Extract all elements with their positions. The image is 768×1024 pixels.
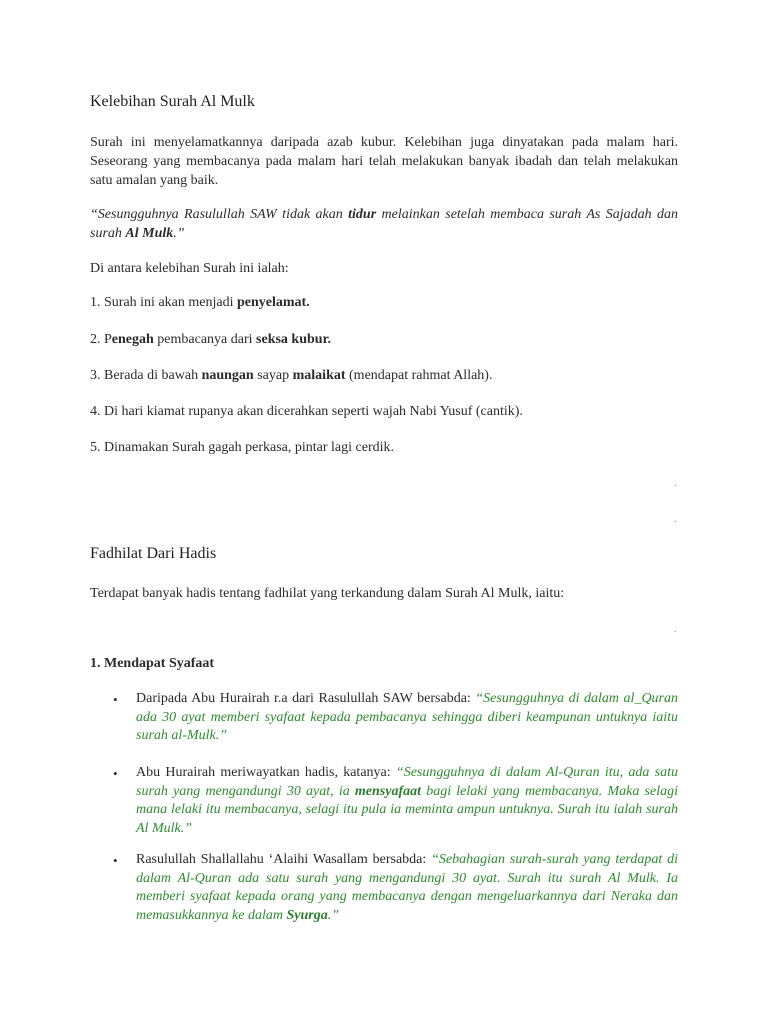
subheading-mendapat-syafaat: 1. Mendapat Syafaat bbox=[90, 656, 215, 671]
bullet-icon: • bbox=[113, 766, 118, 781]
bullet-plain-text: Daripada Abu Hurairah r.a dari Rasulullah SAW bersabda: bbox=[136, 691, 476, 706]
list-item-1 bbox=[90, 293, 310, 312]
list-item-2 bbox=[90, 330, 331, 349]
bullet-text bbox=[136, 851, 678, 925]
intro-paragraph: Surah ini menyelamatkannya daripada azab kubur. Kelebihan juga dinyatakan pada malam hari. Seseorang yang membacanya pada malam hari telah melakukan banyak ibadah dan telah melakukan satu amalan yang baik. bbox=[90, 135, 678, 188]
quote-text: .” bbox=[173, 226, 185, 241]
bullet-plain-text: Rasulullah Shallallahu ‘Alaihi Wasallam bersabda: bbox=[136, 852, 432, 867]
list-item-emphasis: seksa kubur. bbox=[256, 332, 332, 347]
list-item-text: 3. Berada di bawah bbox=[90, 368, 202, 383]
bullet-text bbox=[136, 764, 678, 838]
hadith-quote-sajadah bbox=[90, 205, 678, 243]
section-title-kelebihan: Kelebihan Surah Al Mulk bbox=[90, 93, 255, 110]
quote-text: “Sebahagian surah-surah yang terdapat di dalam Al-Quran ada satu surah yang mengandungi 30 ayat. Surah itu surah Al Mulk. Ia memberi syafaat kepada orang yang membacanya dengan mengeluarkannya dari Neraka dan memasukkannya ke dalam bbox=[136, 852, 679, 923]
quote-emphasis-al-mulk: Al Mulk bbox=[125, 226, 174, 241]
list-item-emphasis: enegah bbox=[111, 332, 154, 347]
quote-emphasis-syurga: Syurga bbox=[286, 907, 328, 923]
bullet-plain-text: Abu Hurairah meriwayatkan hadis, katanya: bbox=[136, 765, 396, 780]
quote-text: .” bbox=[327, 907, 339, 923]
stray-dot-mark: . bbox=[674, 514, 677, 525]
list-item-3 bbox=[90, 366, 492, 385]
bullet-icon: • bbox=[113, 853, 118, 868]
quote-emphasis-mensyafaat: mensyafaat bbox=[354, 783, 422, 799]
stray-dot-mark: . bbox=[674, 478, 677, 489]
list-item-emphasis: malaikat bbox=[292, 368, 346, 383]
quote-text: bagi lelaki yang membacanya. Maka selagi mana lelaki itu membacanya, selagi itu pula ia meminta ampun untuknya. Surah itu ialah surah Al Mulk.” bbox=[136, 783, 678, 836]
list-item-emphasis: naungan bbox=[201, 368, 254, 383]
quote-text: “Sesungguhnya di dalam Al-Quran itu, ada satu surah yang mengandungi 30 ayat, ia bbox=[136, 765, 679, 799]
list-item-text: (mendapat rahmat Allah). bbox=[345, 368, 493, 383]
section2-intro: Terdapat banyak hadis tentang fadhilat yang terkandung dalam Surah Al Mulk, iaitu: bbox=[90, 586, 565, 601]
quote-emphasis-tidur: tidur bbox=[348, 207, 377, 222]
list-lead: Di antara kelebihan Surah ini ialah: bbox=[90, 261, 289, 276]
list-item-4: 4. Di hari kiamat rupanya akan dicerahkan seperti wajah Nabi Yusuf (cantik). bbox=[90, 404, 523, 419]
list-item-text: 2. P bbox=[90, 332, 112, 347]
list-item-5: 5. Dinamakan Surah gagah perkasa, pintar lagi cerdik. bbox=[90, 440, 395, 455]
list-item-text: 1. Surah ini akan menjadi bbox=[90, 295, 237, 310]
list-item-text: pembacanya dari bbox=[153, 332, 257, 347]
list-item-emphasis: penyelamat. bbox=[236, 295, 310, 310]
bullet-text bbox=[136, 690, 678, 746]
stray-dot-mark: . bbox=[674, 624, 677, 635]
list-item-text: sayap bbox=[253, 368, 293, 383]
quote-text: melainkan setelah membaca surah As Sajadah dan surah bbox=[90, 207, 679, 241]
hadith-quote-green: “Sesungguhnya di dalam al_Quran ada 30 ayat memberi syafaat kepada pembacanya sehingga diberi keampunan untuknya iaitu surah al-Mulk.” bbox=[136, 691, 679, 743]
bullet-icon: • bbox=[113, 692, 118, 707]
section-title-fadhilat: Fadhilat Dari Hadis bbox=[90, 545, 217, 562]
quote-text: “Sesungguhnya Rasulullah SAW tidak akan bbox=[90, 207, 349, 222]
